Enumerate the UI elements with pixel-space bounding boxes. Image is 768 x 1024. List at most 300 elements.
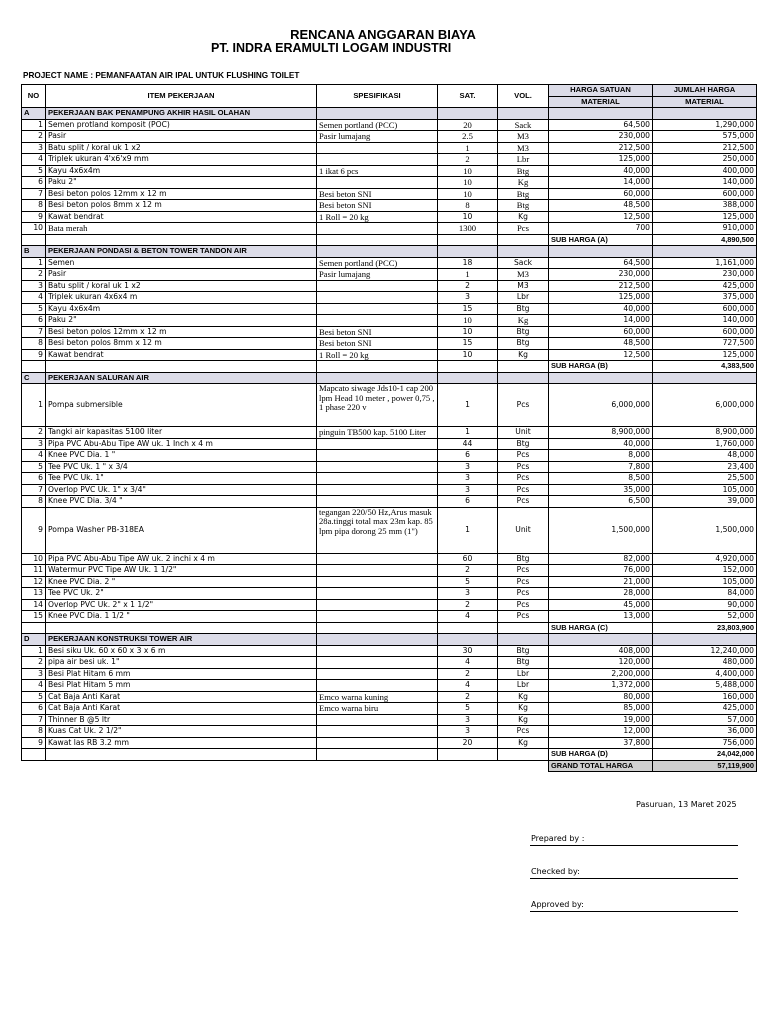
empty-cell — [46, 234, 317, 246]
checked-by-label: Checked by: — [531, 867, 580, 876]
table-row — [22, 473, 757, 485]
header-vol: VOL. — [498, 85, 549, 108]
row-harga-satuan: 64,500 — [549, 119, 653, 131]
empty-cell — [317, 372, 438, 384]
row-vol: 20 — [438, 119, 498, 131]
row-spec — [317, 303, 438, 315]
section-title: PEKERJAAN KONSTRUKSI TOWER AIR — [46, 634, 317, 646]
empty-cell — [498, 108, 549, 120]
empty-cell — [317, 246, 438, 258]
table-row — [22, 384, 757, 427]
row-vol: 1 — [438, 384, 498, 427]
row-sat: M3 — [498, 142, 549, 154]
empty-cell — [438, 622, 498, 634]
row-vol: 10 — [438, 315, 498, 327]
row-spec: 1 ikat 6 pcs — [317, 165, 438, 177]
row-sat: Btg — [498, 303, 549, 315]
row-jumlah-harga: 57,000 — [653, 714, 757, 726]
row-harga-satuan: 28,000 — [549, 588, 653, 600]
section-code: C — [22, 372, 46, 384]
row-item: Kawat las RB 3.2 mm — [46, 737, 317, 749]
row-sat: Pcs — [498, 450, 549, 462]
row-sat: Btg — [498, 645, 549, 657]
row-sat: M3 — [498, 269, 549, 281]
table-row — [22, 484, 757, 496]
row-vol: 2.5 — [438, 131, 498, 143]
header-sat: SAT. — [438, 85, 498, 108]
row-vol: 30 — [438, 645, 498, 657]
table-row — [22, 315, 757, 327]
row-vol: 3 — [438, 292, 498, 304]
row-item: Tangki air kapasitas 5100 liter — [46, 427, 317, 439]
header-no: NO — [22, 85, 46, 108]
row-sat: Btg — [498, 338, 549, 350]
row-vol: 18 — [438, 257, 498, 269]
table-row — [22, 737, 757, 749]
row-no: 2 — [22, 427, 46, 439]
row-harga-satuan: 8,900,000 — [549, 427, 653, 439]
row-no: 1 — [22, 119, 46, 131]
section-header-row — [22, 246, 757, 258]
row-no: 1 — [22, 384, 46, 427]
row-spec — [317, 292, 438, 304]
table-row — [22, 450, 757, 462]
empty-cell — [438, 634, 498, 646]
header-material: MATERIAL — [549, 96, 653, 108]
row-no: 3 — [22, 668, 46, 680]
row-vol: 3 — [438, 461, 498, 473]
row-sat: Pcs — [498, 384, 549, 427]
row-jumlah-harga: 230,000 — [653, 269, 757, 281]
table-row — [22, 565, 757, 577]
empty-cell — [653, 108, 757, 120]
row-harga-satuan: 408,000 — [549, 645, 653, 657]
row-no: 9 — [22, 507, 46, 553]
document-title: RENCANA ANGGARAN BIAYA — [290, 27, 476, 42]
approved-by-label: Approved by: — [531, 900, 584, 909]
row-sat: Btg — [498, 657, 549, 669]
row-harga-satuan: 8,000 — [549, 450, 653, 462]
subtotal-row — [22, 361, 757, 373]
budget-table — [21, 84, 757, 772]
table-row — [22, 496, 757, 508]
row-spec: 1 Roll = 20 kg — [317, 349, 438, 361]
row-harga-satuan: 1,372,000 — [549, 680, 653, 692]
empty-cell — [46, 361, 317, 373]
row-spec — [317, 450, 438, 462]
table-row — [22, 292, 757, 304]
row-item: Besi Plat Hitam 5 mm — [46, 680, 317, 692]
header-item: ITEM PEKERJAAN — [46, 85, 317, 108]
checked-by-line — [530, 877, 738, 879]
row-spec — [317, 177, 438, 189]
row-no: 2 — [22, 131, 46, 143]
table-row — [22, 119, 757, 131]
empty-cell — [317, 108, 438, 120]
row-sat: Pcs — [498, 496, 549, 508]
row-no: 8 — [22, 338, 46, 350]
row-no: 5 — [22, 303, 46, 315]
row-jumlah-harga: 575,000 — [653, 131, 757, 143]
empty-cell — [549, 246, 653, 258]
row-item: Pasir — [46, 269, 317, 281]
row-item: Knee PVC Dia. 3/4 " — [46, 496, 317, 508]
row-jumlah-harga: 1,290,000 — [653, 119, 757, 131]
table-row — [22, 668, 757, 680]
row-jumlah-harga: 52,000 — [653, 611, 757, 623]
row-jumlah-harga: 39,000 — [653, 496, 757, 508]
row-no: 7 — [22, 484, 46, 496]
empty-cell — [22, 760, 46, 772]
table-row — [22, 703, 757, 715]
table-row — [22, 553, 757, 565]
empty-cell — [317, 634, 438, 646]
table-row — [22, 165, 757, 177]
empty-cell — [438, 372, 498, 384]
empty-cell — [438, 361, 498, 373]
empty-cell — [498, 234, 549, 246]
row-item: Kayu 4x6x4m — [46, 165, 317, 177]
company-name: PT. INDRA ERAMULTI LOGAM INDUSTRI — [211, 41, 452, 55]
row-sat: Btg — [498, 553, 549, 565]
row-harga-satuan: 64,500 — [549, 257, 653, 269]
header-spec: SPESIFIKASI — [317, 85, 438, 108]
row-no: 9 — [22, 211, 46, 223]
row-harga-satuan: 7,800 — [549, 461, 653, 473]
row-harga-satuan: 230,000 — [549, 131, 653, 143]
row-jumlah-harga: 375,000 — [653, 292, 757, 304]
row-spec: Pasir lumajang — [317, 131, 438, 143]
row-item: Pipa PVC Abu-Abu Tipe AW uk. 1 Inch x 4 m — [46, 438, 317, 450]
empty-cell — [498, 634, 549, 646]
table-row — [22, 131, 757, 143]
row-no: 4 — [22, 292, 46, 304]
row-vol: 20 — [438, 737, 498, 749]
row-jumlah-harga: 212,500 — [653, 142, 757, 154]
row-sat: Btg — [498, 326, 549, 338]
row-item: Kayu 4x6x4m — [46, 303, 317, 315]
row-spec — [317, 668, 438, 680]
row-item: Semen — [46, 257, 317, 269]
row-spec — [317, 737, 438, 749]
row-vol: 4 — [438, 680, 498, 692]
subtotal-row — [22, 749, 757, 761]
empty-cell — [438, 760, 498, 772]
row-spec: Besi beton SNI — [317, 338, 438, 350]
row-spec: Semen portland (PCC) — [317, 257, 438, 269]
row-item: Pompa Washer PB-318EA — [46, 507, 317, 553]
row-sat: Btg — [498, 200, 549, 212]
row-jumlah-harga: 4,920,000 — [653, 553, 757, 565]
row-harga-satuan: 40,000 — [549, 303, 653, 315]
place-date: Pasuruan, 13 Maret 2025 — [636, 800, 737, 809]
row-vol: 2 — [438, 599, 498, 611]
row-sat: Kg — [498, 177, 549, 189]
table-row — [22, 154, 757, 166]
row-item: Knee PVC Dia. 1 1/2 " — [46, 611, 317, 623]
row-harga-satuan: 76,000 — [549, 565, 653, 577]
row-no: 6 — [22, 703, 46, 715]
row-jumlah-harga: 5,488,000 — [653, 680, 757, 692]
row-sat: Pcs — [498, 223, 549, 235]
row-jumlah-harga: 48,000 — [653, 450, 757, 462]
empty-cell — [549, 372, 653, 384]
row-spec — [317, 726, 438, 738]
row-jumlah-harga: 25,500 — [653, 473, 757, 485]
prepared-by-label: Prepared by : — [531, 834, 585, 843]
table-row — [22, 280, 757, 292]
row-harga-satuan: 8,500 — [549, 473, 653, 485]
row-no: 5 — [22, 165, 46, 177]
row-jumlah-harga: 90,000 — [653, 599, 757, 611]
table-row — [22, 188, 757, 200]
row-spec — [317, 565, 438, 577]
row-sat: Sack — [498, 119, 549, 131]
row-no: 3 — [22, 280, 46, 292]
row-spec — [317, 484, 438, 496]
row-vol: 44 — [438, 438, 498, 450]
empty-cell — [438, 749, 498, 761]
row-item: Besi beton polos 12mm x 12 m — [46, 188, 317, 200]
empty-cell — [498, 760, 549, 772]
row-sat: Kg — [498, 691, 549, 703]
row-no: 6 — [22, 315, 46, 327]
row-no: 4 — [22, 154, 46, 166]
table-row — [22, 576, 757, 588]
row-item: Pipa PVC Abu-Abu Tipe AW uk. 2 inchi x 4 m — [46, 553, 317, 565]
row-sat: Pcs — [498, 461, 549, 473]
row-item: Triplek ukuran 4x6x4 m — [46, 292, 317, 304]
row-item: Overlop PVC Uk. 2" x 1 1/2" — [46, 599, 317, 611]
row-no: 4 — [22, 450, 46, 462]
row-spec — [317, 496, 438, 508]
row-harga-satuan: 40,000 — [549, 438, 653, 450]
row-jumlah-harga: 756,000 — [653, 737, 757, 749]
row-jumlah-harga: 425,000 — [653, 280, 757, 292]
row-item: Pompa submersible — [46, 384, 317, 427]
row-no: 13 — [22, 588, 46, 600]
row-vol: 4 — [438, 611, 498, 623]
row-no: 4 — [22, 680, 46, 692]
row-item: Kawat bendrat — [46, 349, 317, 361]
empty-cell — [46, 749, 317, 761]
row-vol: 2 — [438, 280, 498, 292]
row-spec: Emco warna kuning — [317, 691, 438, 703]
row-harga-satuan: 13,000 — [549, 611, 653, 623]
table-row — [22, 269, 757, 281]
row-vol: 5 — [438, 576, 498, 588]
row-vol: 4 — [438, 657, 498, 669]
table-row — [22, 588, 757, 600]
row-item: Tee PVC Uk. 1 " x 3/4 — [46, 461, 317, 473]
table-row — [22, 599, 757, 611]
row-item: Besi beton polos 12mm x 12 m — [46, 326, 317, 338]
row-vol: 1 — [438, 142, 498, 154]
row-no: 2 — [22, 269, 46, 281]
grand-total-value: 57,119,900 — [653, 760, 757, 772]
row-spec — [317, 553, 438, 565]
row-item: Cat Baja Anti Karat — [46, 691, 317, 703]
header-harga-satuan: HARGA SATUAN — [549, 85, 653, 97]
row-vol: 1300 — [438, 223, 498, 235]
row-spec: pinguin TB500 kap. 5100 Liter — [317, 427, 438, 439]
row-harga-satuan: 21,000 — [549, 576, 653, 588]
row-item: Batu split / koral uk 1 x2 — [46, 142, 317, 154]
row-sat: M3 — [498, 280, 549, 292]
grand-total-label: GRAND TOTAL HARGA — [549, 760, 653, 772]
row-spec — [317, 680, 438, 692]
empty-cell — [653, 246, 757, 258]
row-vol: 1 — [438, 269, 498, 281]
empty-cell — [438, 108, 498, 120]
row-jumlah-harga: 1,500,000 — [653, 507, 757, 553]
row-vol: 3 — [438, 588, 498, 600]
empty-cell — [498, 622, 549, 634]
row-vol: 5 — [438, 703, 498, 715]
row-item: Paku 2" — [46, 177, 317, 189]
row-no: 7 — [22, 326, 46, 338]
row-jumlah-harga: 600,000 — [653, 188, 757, 200]
section-header-row — [22, 372, 757, 384]
row-sat: Unit — [498, 427, 549, 439]
row-vol: 2 — [438, 154, 498, 166]
empty-cell — [549, 108, 653, 120]
row-harga-satuan: 12,500 — [549, 211, 653, 223]
empty-cell — [549, 634, 653, 646]
row-item: Batu split / koral uk 1 x2 — [46, 280, 317, 292]
table-row — [22, 177, 757, 189]
row-no: 14 — [22, 599, 46, 611]
row-vol: 3 — [438, 484, 498, 496]
row-no: 15 — [22, 611, 46, 623]
row-harga-satuan: 212,500 — [549, 280, 653, 292]
row-jumlah-harga: 160,000 — [653, 691, 757, 703]
row-harga-satuan: 230,000 — [549, 269, 653, 281]
empty-cell — [498, 749, 549, 761]
empty-cell — [498, 372, 549, 384]
row-no: 3 — [22, 438, 46, 450]
row-sat: M3 — [498, 131, 549, 143]
row-vol: 3 — [438, 714, 498, 726]
row-vol: 1 — [438, 507, 498, 553]
row-jumlah-harga: 1,161,000 — [653, 257, 757, 269]
row-spec — [317, 223, 438, 235]
row-spec — [317, 657, 438, 669]
table-row — [22, 657, 757, 669]
row-sat: Pcs — [498, 484, 549, 496]
row-vol: 10 — [438, 165, 498, 177]
row-harga-satuan: 120,000 — [549, 657, 653, 669]
row-jumlah-harga: 105,000 — [653, 576, 757, 588]
row-item: Knee PVC Dia. 1 " — [46, 450, 317, 462]
row-sat: Btg — [498, 165, 549, 177]
table-row — [22, 645, 757, 657]
empty-cell — [438, 234, 498, 246]
row-harga-satuan: 19,000 — [549, 714, 653, 726]
row-item: Tee PVC Uk. 2" — [46, 588, 317, 600]
row-vol: 2 — [438, 691, 498, 703]
row-sat: Pcs — [498, 576, 549, 588]
row-item: Besi siku Uk. 60 x 60 x 3 x 6 m — [46, 645, 317, 657]
empty-cell — [22, 361, 46, 373]
row-jumlah-harga: 1,760,000 — [653, 438, 757, 450]
row-item: Cat Baja Anti Karat — [46, 703, 317, 715]
row-harga-satuan: 85,000 — [549, 703, 653, 715]
row-jumlah-harga: 600,000 — [653, 326, 757, 338]
row-jumlah-harga: 250,000 — [653, 154, 757, 166]
row-sat: Kg — [498, 211, 549, 223]
row-spec — [317, 611, 438, 623]
row-sat: Lbr — [498, 680, 549, 692]
table-row — [22, 303, 757, 315]
project-name: PROJECT NAME : PEMANFAATAN AIR IPAL UNTUK FLUSHING TOILET — [23, 71, 300, 80]
table-row — [22, 714, 757, 726]
subtotal-value: 23,803,900 — [653, 622, 757, 634]
table-row — [22, 142, 757, 154]
row-jumlah-harga: 6,000,000 — [653, 384, 757, 427]
row-item: Semen protland komposit (POC) — [46, 119, 317, 131]
row-jumlah-harga: 727,500 — [653, 338, 757, 350]
row-vol: 2 — [438, 565, 498, 577]
row-spec — [317, 714, 438, 726]
table-row — [22, 338, 757, 350]
row-jumlah-harga: 125,000 — [653, 349, 757, 361]
row-no: 3 — [22, 142, 46, 154]
row-no: 9 — [22, 737, 46, 749]
row-item: Besi beton polos 8mm x 12 m — [46, 338, 317, 350]
row-harga-satuan: 45,000 — [549, 599, 653, 611]
empty-cell — [653, 372, 757, 384]
row-no: 5 — [22, 691, 46, 703]
row-harga-satuan: 82,000 — [549, 553, 653, 565]
row-jumlah-harga: 105,000 — [653, 484, 757, 496]
table-row — [22, 427, 757, 439]
row-spec — [317, 645, 438, 657]
row-no: 6 — [22, 473, 46, 485]
table-row — [22, 726, 757, 738]
row-item: Kawat bendrat — [46, 211, 317, 223]
row-harga-satuan: 40,000 — [549, 165, 653, 177]
row-jumlah-harga: 125,000 — [653, 211, 757, 223]
row-sat: Kg — [498, 737, 549, 749]
row-vol: 10 — [438, 177, 498, 189]
row-harga-satuan: 48,500 — [549, 338, 653, 350]
row-no: 1 — [22, 645, 46, 657]
table-row — [22, 680, 757, 692]
row-spec — [317, 315, 438, 327]
row-spec: 1 Roll = 20 kg — [317, 211, 438, 223]
row-vol: 60 — [438, 553, 498, 565]
row-vol: 6 — [438, 496, 498, 508]
empty-cell — [46, 760, 317, 772]
row-spec: Pasir lumajang — [317, 269, 438, 281]
row-spec: Besi beton SNI — [317, 188, 438, 200]
row-vol: 3 — [438, 726, 498, 738]
empty-cell — [46, 622, 317, 634]
empty-cell — [317, 622, 438, 634]
table-row — [22, 200, 757, 212]
subtotal-label: SUB HARGA (D) — [549, 749, 653, 761]
subtotal-label: SUB HARGA (C) — [549, 622, 653, 634]
section-code: D — [22, 634, 46, 646]
row-spec — [317, 588, 438, 600]
subtotal-row — [22, 234, 757, 246]
row-vol: 6 — [438, 450, 498, 462]
header-jumlah-harga: JUMLAH HARGA — [653, 85, 757, 97]
row-harga-satuan: 60,000 — [549, 188, 653, 200]
table-row — [22, 211, 757, 223]
empty-cell — [317, 760, 438, 772]
